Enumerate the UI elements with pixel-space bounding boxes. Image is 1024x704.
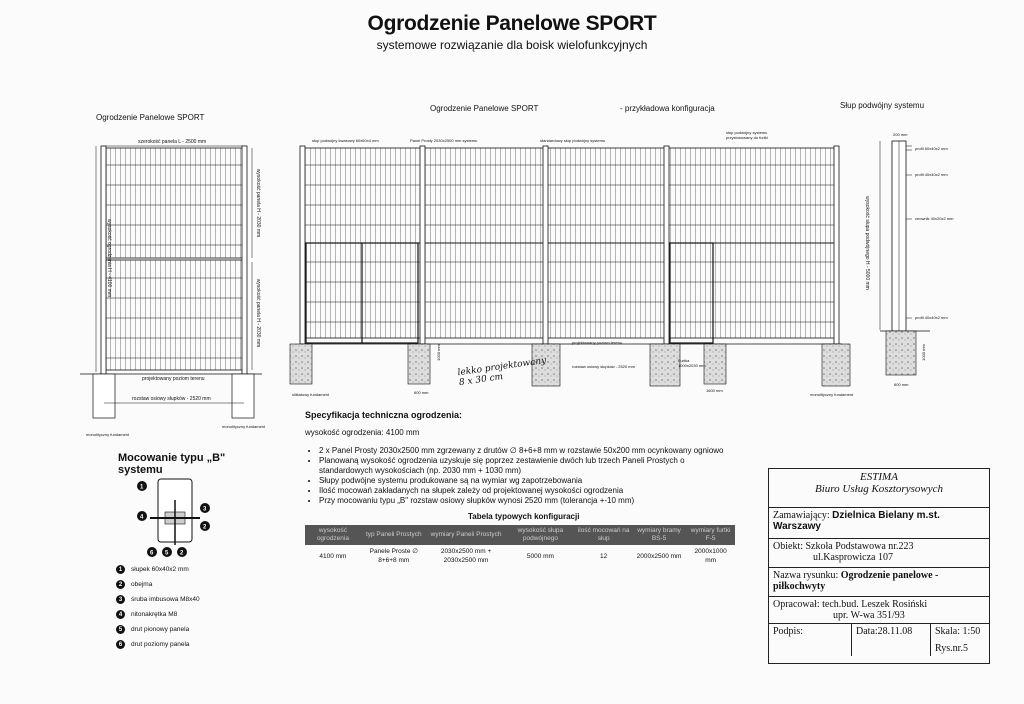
post-double-label: standardowy słup podwójny systemu <box>540 138 606 143</box>
config-cell: 5000 mm <box>526 552 554 560</box>
ground-level-label-left: projektowany poziom terenu <box>142 376 205 382</box>
config-header: wymiary bramy BS-5 <box>632 525 686 545</box>
panel-width-label: szerokość panela L - 2500 mm <box>138 139 207 145</box>
drawing-label: Nazwa rysunku: <box>773 570 839 581</box>
mounting-title <box>118 452 225 476</box>
section-label-right: Słup podwójny systemu <box>840 101 925 110</box>
client-name: Dzielnica Bielany m.st. Warszawy <box>773 510 940 532</box>
callout-1: 1 <box>140 484 144 491</box>
callout-3: 3 <box>203 506 207 513</box>
company-name: ESTIMA <box>860 471 898 483</box>
callout-6: 6 <box>150 550 154 557</box>
config-header: wymiary Paneli Prostych <box>427 525 506 545</box>
mounting-detail-diagram <box>137 479 210 557</box>
section-label-middle: Ogrodzenie Panelowe SPORT <box>430 104 539 113</box>
legend-number: 2 <box>116 580 125 589</box>
legend-item <box>116 607 200 622</box>
legend-label: obejma <box>131 581 153 588</box>
sign-row <box>769 624 989 656</box>
dim-600-right: 600 mm <box>894 382 909 387</box>
config-cell: Panele Proste ∅ 8+6+8 mm <box>369 548 418 564</box>
spec-item: • Planowaną wysokość ogrodzenia uzyskuje się poprzez zestawienie dwóch lub trzech Paneli Prostych o standardowych wysokościach (np. 2030 mm + 1030 mm) <box>319 456 725 476</box>
legend-label: słupek 60x40x2 mm <box>131 566 189 573</box>
author-label: Opracował: <box>773 599 820 610</box>
spec-item: • Ilość mocowań zakładanych na słupek zależy od projektowanej wysokości ogrodzenia <box>319 486 725 496</box>
date-cell: Data:28.11.08 <box>852 624 931 656</box>
post-spacing-label-middle: rozstaw osiowy słupków - 2520 mm <box>572 364 635 369</box>
legend-number: 5 <box>116 625 125 634</box>
spec-list <box>305 446 725 506</box>
author-name: tech.bud. Leszek Rosiński <box>822 599 928 610</box>
author-block <box>769 597 989 624</box>
handwritten-note: lekko projektowany 8 x 30 cm <box>457 355 548 389</box>
section-label-middle-suffix: - przykładowa konfiguracja <box>620 104 715 113</box>
company-block <box>769 469 989 508</box>
legend-item <box>116 562 200 577</box>
sheet-number: Rys.nr.5 <box>935 643 968 654</box>
technical-specification <box>305 410 725 506</box>
foundation-label-right-detail: monolityczny fundament <box>810 392 854 397</box>
post-label: słup podwójny kwasowy 60x60x4 mm <box>312 138 379 143</box>
fence-height-label: wysokość ogrodzenia H - 4100 mm <box>106 218 113 298</box>
foundation-label-right: monolityczny fundament <box>222 424 266 429</box>
legend-item <box>116 577 200 592</box>
client-block <box>769 508 989 539</box>
callout-5: 5 <box>165 550 169 557</box>
post-double-right-label: słup podwójny systemu przystosowany do furtki <box>726 130 768 140</box>
legend-number: 4 <box>116 610 125 619</box>
scale-value: Skala: 1:50 <box>935 626 981 637</box>
object-name: Szkoła Podstawowa nr.223 <box>805 541 914 552</box>
panel-height-bottom-label: wysokość panela H - 2030 mm <box>255 278 262 348</box>
mounting-legend <box>116 562 200 652</box>
mounting-title-line1: Mocowanie typu „B" <box>118 452 226 464</box>
legend-number: 6 <box>116 640 125 649</box>
legend-number: 3 <box>116 595 125 604</box>
dim-1600-middle: 1600 mm <box>706 388 723 393</box>
drawing-name: Ogrodzenie panelowe - piłkochwyty <box>773 570 939 592</box>
panel-height-top-label: wysokość panela H - 2030 mm <box>255 168 262 238</box>
object-address: ul.Kasprowicza 107 <box>813 552 893 563</box>
page-subtitle: systemowe rozwiązanie dla boisk wielofunkcyjnych <box>376 38 648 52</box>
profile1-label: profil 60x40x2 mm <box>915 146 948 151</box>
title-block <box>768 468 990 664</box>
profile2-label: profil 40x40x2 mm <box>915 172 948 177</box>
object-block <box>769 539 989 568</box>
legend-label: drut pionowy panela <box>131 626 190 633</box>
author-license: upr. W-wa 351/93 <box>833 610 905 621</box>
dim-1000-right: 1000 mm <box>920 344 926 361</box>
table-row <box>305 545 735 567</box>
config-table-title: Tabela typowych konfiguracji <box>468 512 580 521</box>
scale-cell <box>931 624 989 656</box>
config-header: wysokość słupa podwójnego <box>505 525 575 545</box>
ground-level-label-middle: projektowany poziom terenu <box>572 340 623 345</box>
wicket-label: Furtka 1000x2030 mm <box>678 358 706 368</box>
foundation-label-middle: silikatowy fundament <box>292 392 330 397</box>
spec-height: wysokość ogrodzenia: 4100 mm <box>305 428 420 437</box>
legend-number: 1 <box>116 565 125 574</box>
company-subtitle: Biuro Usług Kosztorysowych <box>815 483 943 495</box>
config-cell: 2000x1000 mm <box>694 548 727 564</box>
middle-fence-elevation <box>290 146 850 389</box>
legend-item <box>116 637 200 652</box>
callout-2: 2 <box>203 524 207 531</box>
config-header: wysokość ogrodzenia <box>305 525 361 545</box>
object-label: Obiekt: <box>773 541 803 552</box>
post-spacing-label-left: rozstaw osiowy słupków - 2520 mm <box>132 396 211 402</box>
callout-2b: 2 <box>180 550 184 557</box>
panel-label: Panel Prosty 2030x2500 mm systemu <box>410 138 478 143</box>
config-header: wymiary furtki F-5 <box>686 525 735 545</box>
legend-label: śruba imbusowa M8x40 <box>131 596 200 603</box>
sign-cell: Podpis: <box>769 624 852 656</box>
legend-label: nitonakrętka M8 <box>131 611 178 618</box>
config-cell: 2000x2500 mm <box>636 552 682 560</box>
client-label: Zamawiający: <box>773 510 830 521</box>
config-header: typ Paneli Prostych <box>361 525 427 545</box>
legend-label: drut poziomy panela <box>131 641 190 648</box>
config-cell: 12 <box>600 552 608 560</box>
config-cell: 2030x2500 mm + 2030x2500 mm <box>440 548 492 564</box>
config-header: ilość mocowań na słup <box>575 525 631 545</box>
section-label-left: Ogrodzenie Panelowe SPORT <box>96 113 205 122</box>
spec-heading: Specyfikacja techniczna ogrodzenia: <box>305 410 463 420</box>
dim-1000-middle: 1000 mm <box>435 344 441 361</box>
spec-item: • 2 x Panel Prosty 2030x2500 mm zgrzewany z drutów ∅ 8+6+8 mm w rozstawie 50x200 mm ocynkowany ogniowo <box>319 446 725 456</box>
profile3-label: profil 40x40x2 mm <box>915 315 948 320</box>
page-title: Ogrodzenie Panelowe SPORT <box>367 12 657 35</box>
legend-item <box>116 592 200 607</box>
config-header-row <box>305 525 735 545</box>
config-cell: 4100 mm <box>319 552 347 560</box>
drawing-block <box>769 568 989 597</box>
legend-item <box>116 622 200 637</box>
callout-4: 4 <box>140 514 144 521</box>
dim-600-middle: 600 mm <box>414 390 429 395</box>
foundation-label-left: monolityczny fundament <box>86 432 130 437</box>
top-dim-label: 200 mm <box>893 132 908 137</box>
spec-item: • Słupy podwójne systemu produkowane są na wymiar wg zapotrzebowania <box>319 476 725 486</box>
mounting-title-line2: systemu <box>118 464 163 476</box>
config-table <box>305 525 735 567</box>
double-post-height-label: wysokość słupa podwójnego H - 5000 mm <box>863 196 870 290</box>
spec-item: • Przy mocowaniu typu „B" rozstaw osiowy słupków wynosi 2520 mm (tolerancja +-10 mm) <box>319 496 725 506</box>
channel-label: ceownik 40x20x2 mm <box>915 216 954 221</box>
